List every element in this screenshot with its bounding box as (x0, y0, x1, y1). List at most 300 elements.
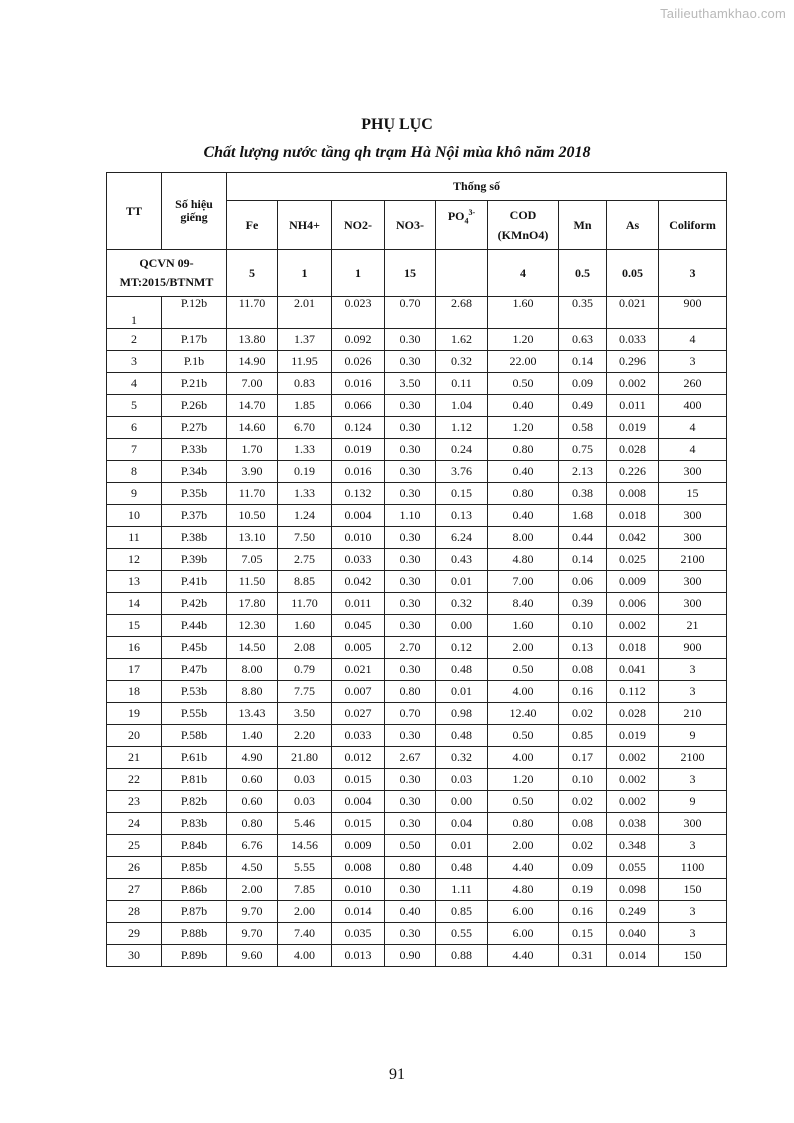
cell-no2: 0.010 (332, 879, 385, 901)
cell-well-id: P.26b (162, 395, 227, 417)
cell-well-id: P.1b (162, 351, 227, 373)
cell-no3: 0.30 (385, 549, 436, 571)
cell-cod: 6.00 (488, 901, 559, 923)
cell-tt: 4 (107, 373, 162, 395)
cell-fe: 3.90 (227, 461, 278, 483)
cell-po4: 0.88 (436, 945, 488, 967)
cell-nh4: 5.46 (278, 813, 332, 835)
cell-no3: 0.30 (385, 659, 436, 681)
cell-mn: 0.14 (559, 351, 607, 373)
standard-no3: 15 (385, 250, 436, 297)
cell-tt: 30 (107, 945, 162, 967)
cell-tt: 14 (107, 593, 162, 615)
cell-well-id: P.55b (162, 703, 227, 725)
cell-cod: 2.00 (488, 835, 559, 857)
cell-coliform: 3 (659, 351, 727, 373)
cell-coliform: 300 (659, 461, 727, 483)
standard-label (107, 250, 227, 297)
cell-mn: 0.09 (559, 373, 607, 395)
cell-tt: 17 (107, 659, 162, 681)
cell-no2: 0.011 (332, 593, 385, 615)
cell-as: 0.348 (607, 835, 659, 857)
cell-nh4: 1.24 (278, 505, 332, 527)
cell-tt: 26 (107, 857, 162, 879)
cell-cod: 22.00 (488, 351, 559, 373)
cell-well-id: P.45b (162, 637, 227, 659)
header-coliform: Coliform (659, 201, 727, 250)
cell-nh4: 1.33 (278, 439, 332, 461)
cell-well-id: P.88b (162, 923, 227, 945)
cell-nh4: 1.37 (278, 329, 332, 351)
table-row (107, 813, 727, 835)
cell-as: 0.028 (607, 439, 659, 461)
table-caption: Chất lượng nước tầng qh trạm Hà Nội mùa khô năm 2018 (203, 144, 591, 161)
cell-cod: 1.20 (488, 769, 559, 791)
cell-cod: 0.50 (488, 791, 559, 813)
cell-po4: 0.00 (436, 615, 488, 637)
cell-tt: 23 (107, 791, 162, 813)
cell-fe: 13.10 (227, 527, 278, 549)
cell-well-id: P.41b (162, 571, 227, 593)
cell-no2: 0.015 (332, 769, 385, 791)
cell-as: 0.296 (607, 351, 659, 373)
cell-no3: 0.70 (385, 297, 436, 329)
cell-no2: 0.035 (332, 923, 385, 945)
table-row (107, 703, 727, 725)
cell-coliform: 2100 (659, 549, 727, 571)
cell-coliform: 150 (659, 879, 727, 901)
cell-well-id: P.61b (162, 747, 227, 769)
cell-coliform: 400 (659, 395, 727, 417)
cell-no3: 2.67 (385, 747, 436, 769)
cell-coliform: 900 (659, 297, 727, 329)
cell-mn: 0.16 (559, 681, 607, 703)
cell-nh4: 7.75 (278, 681, 332, 703)
cell-po4: 0.55 (436, 923, 488, 945)
standard-label-line1: QCVN 09- (139, 256, 194, 270)
table-row (107, 351, 727, 373)
cell-cod: 0.40 (488, 461, 559, 483)
cell-well-id: P.34b (162, 461, 227, 483)
cell-nh4: 2.75 (278, 549, 332, 571)
cell-mn: 0.31 (559, 945, 607, 967)
cell-well-id: P.53b (162, 681, 227, 703)
cell-po4: 6.24 (436, 527, 488, 549)
cell-nh4: 7.50 (278, 527, 332, 549)
cell-as: 0.019 (607, 417, 659, 439)
table-row (107, 769, 727, 791)
table-row (107, 791, 727, 813)
cell-mn: 2.13 (559, 461, 607, 483)
cell-cod: 4.80 (488, 549, 559, 571)
table-row (107, 417, 727, 439)
cell-po4: 2.68 (436, 297, 488, 329)
cell-no3: 0.40 (385, 901, 436, 923)
cell-cod: 6.00 (488, 923, 559, 945)
cell-tt: 27 (107, 879, 162, 901)
standard-fe: 5 (227, 250, 278, 297)
header-mn: Mn (559, 201, 607, 250)
cell-mn: 0.63 (559, 329, 607, 351)
cell-tt: 1 (107, 297, 162, 329)
cell-nh4: 1.60 (278, 615, 332, 637)
cell-tt: 12 (107, 549, 162, 571)
cell-po4: 0.12 (436, 637, 488, 659)
cell-as: 0.055 (607, 857, 659, 879)
cell-no3: 0.30 (385, 329, 436, 351)
header-well-id (162, 173, 227, 250)
cell-tt: 24 (107, 813, 162, 835)
cell-no2: 0.012 (332, 747, 385, 769)
cell-as: 0.008 (607, 483, 659, 505)
standard-no2: 1 (332, 250, 385, 297)
cell-tt: 16 (107, 637, 162, 659)
cell-mn: 0.06 (559, 571, 607, 593)
header-nh4: NH4+ (278, 201, 332, 250)
cell-fe: 7.05 (227, 549, 278, 571)
cell-cod: 4.00 (488, 681, 559, 703)
table-row (107, 461, 727, 483)
header-fe: Fe (227, 201, 278, 250)
table-row (107, 923, 727, 945)
cell-fe: 8.00 (227, 659, 278, 681)
cell-no3: 0.80 (385, 857, 436, 879)
cell-mn: 0.44 (559, 527, 607, 549)
cell-no2: 0.016 (332, 373, 385, 395)
cell-tt: 11 (107, 527, 162, 549)
table-row (107, 373, 727, 395)
cell-nh4: 3.50 (278, 703, 332, 725)
cell-cod: 0.40 (488, 395, 559, 417)
table-row (107, 297, 727, 329)
cell-no2: 0.033 (332, 725, 385, 747)
cell-po4: 1.04 (436, 395, 488, 417)
cell-po4: 0.48 (436, 659, 488, 681)
cell-no2: 0.132 (332, 483, 385, 505)
page-number: 91 (389, 1066, 405, 1083)
table-row (107, 857, 727, 879)
table-row (107, 945, 727, 967)
header-cod (488, 201, 559, 250)
cell-as: 0.033 (607, 329, 659, 351)
cell-po4: 0.48 (436, 857, 488, 879)
cell-as: 0.006 (607, 593, 659, 615)
cell-fe: 9.70 (227, 923, 278, 945)
cell-no3: 1.10 (385, 505, 436, 527)
header-no3: NO3- (385, 201, 436, 250)
cell-no2: 0.033 (332, 549, 385, 571)
cell-cod: 4.40 (488, 857, 559, 879)
cell-mn: 0.14 (559, 549, 607, 571)
cell-no3: 0.30 (385, 439, 436, 461)
cell-no3: 0.30 (385, 879, 436, 901)
cell-coliform: 4 (659, 439, 727, 461)
cell-cod: 4.00 (488, 747, 559, 769)
cell-no3: 0.30 (385, 417, 436, 439)
standard-po4 (436, 250, 488, 297)
cell-as: 0.040 (607, 923, 659, 945)
cell-po4: 3.76 (436, 461, 488, 483)
cell-coliform: 210 (659, 703, 727, 725)
cell-no2: 0.021 (332, 659, 385, 681)
header-as: As (607, 201, 659, 250)
table-row (107, 747, 727, 769)
standard-row (107, 250, 727, 297)
cell-well-id: P.83b (162, 813, 227, 835)
cell-no2: 0.015 (332, 813, 385, 835)
cell-cod: 0.50 (488, 725, 559, 747)
header-po4-sup: 3- (468, 208, 476, 217)
cell-no2: 0.092 (332, 329, 385, 351)
cell-cod: 0.80 (488, 483, 559, 505)
cell-mn: 0.02 (559, 835, 607, 857)
cell-as: 0.226 (607, 461, 659, 483)
cell-po4: 0.11 (436, 373, 488, 395)
cell-po4: 1.12 (436, 417, 488, 439)
cell-fe: 1.40 (227, 725, 278, 747)
cell-no3: 0.30 (385, 461, 436, 483)
cell-tt: 22 (107, 769, 162, 791)
cell-cod: 4.40 (488, 945, 559, 967)
header-cod-line2: (KMnO4) (497, 228, 549, 242)
cell-fe: 0.80 (227, 813, 278, 835)
cell-as: 0.025 (607, 549, 659, 571)
cell-nh4: 21.80 (278, 747, 332, 769)
cell-tt: 10 (107, 505, 162, 527)
cell-nh4: 1.85 (278, 395, 332, 417)
cell-tt: 21 (107, 747, 162, 769)
table-row (107, 637, 727, 659)
cell-tt: 8 (107, 461, 162, 483)
cell-coliform: 1100 (659, 857, 727, 879)
cell-no3: 0.30 (385, 483, 436, 505)
cell-nh4: 6.70 (278, 417, 332, 439)
cell-cod: 1.60 (488, 615, 559, 637)
cell-po4: 1.11 (436, 879, 488, 901)
cell-well-id: P.85b (162, 857, 227, 879)
cell-tt: 9 (107, 483, 162, 505)
cell-coliform: 300 (659, 571, 727, 593)
standard-cod: 4 (488, 250, 559, 297)
cell-as: 0.098 (607, 879, 659, 901)
cell-well-id: P.58b (162, 725, 227, 747)
cell-well-id: P.12b (162, 297, 227, 329)
cell-mn: 0.75 (559, 439, 607, 461)
cell-no3: 0.30 (385, 571, 436, 593)
cell-po4: 0.13 (436, 505, 488, 527)
cell-nh4: 0.03 (278, 791, 332, 813)
cell-cod: 7.00 (488, 571, 559, 593)
cell-tt: 2 (107, 329, 162, 351)
table-row (107, 329, 727, 351)
cell-po4: 0.32 (436, 593, 488, 615)
cell-no3: 0.30 (385, 725, 436, 747)
cell-coliform: 21 (659, 615, 727, 637)
cell-coliform: 900 (659, 637, 727, 659)
cell-no3: 0.50 (385, 835, 436, 857)
cell-no3: 0.30 (385, 769, 436, 791)
cell-cod: 1.20 (488, 329, 559, 351)
cell-no2: 0.004 (332, 791, 385, 813)
cell-tt: 6 (107, 417, 162, 439)
cell-coliform: 3 (659, 769, 727, 791)
cell-no3: 2.70 (385, 637, 436, 659)
cell-mn: 0.09 (559, 857, 607, 879)
cell-well-id: P.27b (162, 417, 227, 439)
header-po4-sub: 4 (464, 216, 469, 226)
cell-mn: 0.38 (559, 483, 607, 505)
table-row (107, 593, 727, 615)
table-row (107, 395, 727, 417)
cell-nh4: 0.83 (278, 373, 332, 395)
cell-no2: 0.007 (332, 681, 385, 703)
cell-as: 0.014 (607, 945, 659, 967)
cell-mn: 0.10 (559, 615, 607, 637)
cell-mn: 0.35 (559, 297, 607, 329)
cell-nh4: 0.03 (278, 769, 332, 791)
cell-cod: 0.50 (488, 373, 559, 395)
cell-coliform: 150 (659, 945, 727, 967)
table-row (107, 659, 727, 681)
cell-fe: 7.00 (227, 373, 278, 395)
cell-po4: 0.32 (436, 747, 488, 769)
cell-no2: 0.005 (332, 637, 385, 659)
cell-fe: 1.70 (227, 439, 278, 461)
cell-nh4: 11.95 (278, 351, 332, 373)
cell-as: 0.002 (607, 769, 659, 791)
cell-well-id: P.17b (162, 329, 227, 351)
table-row (107, 901, 727, 923)
cell-as: 0.002 (607, 791, 659, 813)
cell-no2: 0.010 (332, 527, 385, 549)
cell-as: 0.041 (607, 659, 659, 681)
cell-tt: 18 (107, 681, 162, 703)
cell-po4: 1.62 (436, 329, 488, 351)
cell-mn: 0.13 (559, 637, 607, 659)
cell-coliform: 3 (659, 923, 727, 945)
cell-cod: 2.00 (488, 637, 559, 659)
cell-fe: 11.70 (227, 297, 278, 329)
cell-well-id: P.21b (162, 373, 227, 395)
cell-nh4: 2.20 (278, 725, 332, 747)
standard-coliform: 3 (659, 250, 727, 297)
cell-po4: 0.32 (436, 351, 488, 373)
standard-nh4: 1 (278, 250, 332, 297)
cell-fe: 13.80 (227, 329, 278, 351)
cell-no2: 0.014 (332, 901, 385, 923)
cell-no3: 0.30 (385, 813, 436, 835)
table-row (107, 483, 727, 505)
cell-well-id: P.82b (162, 791, 227, 813)
cell-po4: 0.00 (436, 791, 488, 813)
cell-no3: 0.30 (385, 527, 436, 549)
cell-well-id: P.89b (162, 945, 227, 967)
cell-coliform: 300 (659, 813, 727, 835)
cell-po4: 0.04 (436, 813, 488, 835)
cell-no2: 0.027 (332, 703, 385, 725)
cell-no2: 0.045 (332, 615, 385, 637)
cell-cod: 0.40 (488, 505, 559, 527)
cell-no3: 0.30 (385, 923, 436, 945)
cell-po4: 0.03 (436, 769, 488, 791)
cell-mn: 0.08 (559, 813, 607, 835)
cell-as: 0.018 (607, 505, 659, 527)
cell-fe: 6.76 (227, 835, 278, 857)
cell-nh4: 2.00 (278, 901, 332, 923)
cell-well-id: P.38b (162, 527, 227, 549)
cell-as: 0.028 (607, 703, 659, 725)
cell-nh4: 0.79 (278, 659, 332, 681)
cell-nh4: 0.19 (278, 461, 332, 483)
cell-no2: 0.042 (332, 571, 385, 593)
cell-well-id: P.47b (162, 659, 227, 681)
cell-no3: 0.30 (385, 395, 436, 417)
cell-fe: 2.00 (227, 879, 278, 901)
cell-tt: 28 (107, 901, 162, 923)
cell-fe: 13.43 (227, 703, 278, 725)
cell-po4: 0.48 (436, 725, 488, 747)
cell-no3: 0.30 (385, 615, 436, 637)
cell-po4: 0.43 (436, 549, 488, 571)
cell-no3: 3.50 (385, 373, 436, 395)
cell-nh4: 14.56 (278, 835, 332, 857)
cell-po4: 0.24 (436, 439, 488, 461)
cell-cod: 1.60 (488, 297, 559, 329)
cell-mn: 0.49 (559, 395, 607, 417)
header-tt: TT (107, 173, 162, 250)
appendix-heading: PHỤ LỤC (361, 116, 433, 133)
cell-no3: 0.30 (385, 351, 436, 373)
table-row (107, 615, 727, 637)
standard-mn: 0.5 (559, 250, 607, 297)
table-row (107, 527, 727, 549)
cell-as: 0.042 (607, 527, 659, 549)
cell-no3: 0.90 (385, 945, 436, 967)
cell-as: 0.002 (607, 373, 659, 395)
cell-coliform: 4 (659, 417, 727, 439)
cell-nh4: 7.40 (278, 923, 332, 945)
table-row (107, 439, 727, 461)
header-no2: NO2- (332, 201, 385, 250)
cell-as: 0.249 (607, 901, 659, 923)
table-row (107, 835, 727, 857)
cell-coliform: 3 (659, 901, 727, 923)
cell-no3: 0.30 (385, 791, 436, 813)
cell-nh4: 11.70 (278, 593, 332, 615)
cell-cod: 8.40 (488, 593, 559, 615)
water-quality-table (106, 172, 727, 967)
cell-tt: 20 (107, 725, 162, 747)
cell-fe: 0.60 (227, 791, 278, 813)
cell-no2: 0.026 (332, 351, 385, 373)
cell-as: 0.112 (607, 681, 659, 703)
cell-mn: 0.02 (559, 791, 607, 813)
cell-as: 0.018 (607, 637, 659, 659)
standard-label-line2: MT:2015/BTNMT (119, 275, 214, 289)
cell-coliform: 3 (659, 835, 727, 857)
cell-tt: 3 (107, 351, 162, 373)
cell-cod: 0.80 (488, 813, 559, 835)
cell-fe: 14.70 (227, 395, 278, 417)
cell-po4: 0.15 (436, 483, 488, 505)
cell-coliform: 4 (659, 329, 727, 351)
cell-well-id: P.84b (162, 835, 227, 857)
cell-fe: 9.70 (227, 901, 278, 923)
cell-coliform: 300 (659, 527, 727, 549)
cell-coliform: 260 (659, 373, 727, 395)
cell-no2: 0.013 (332, 945, 385, 967)
header-cod-line1: COD (509, 208, 537, 222)
